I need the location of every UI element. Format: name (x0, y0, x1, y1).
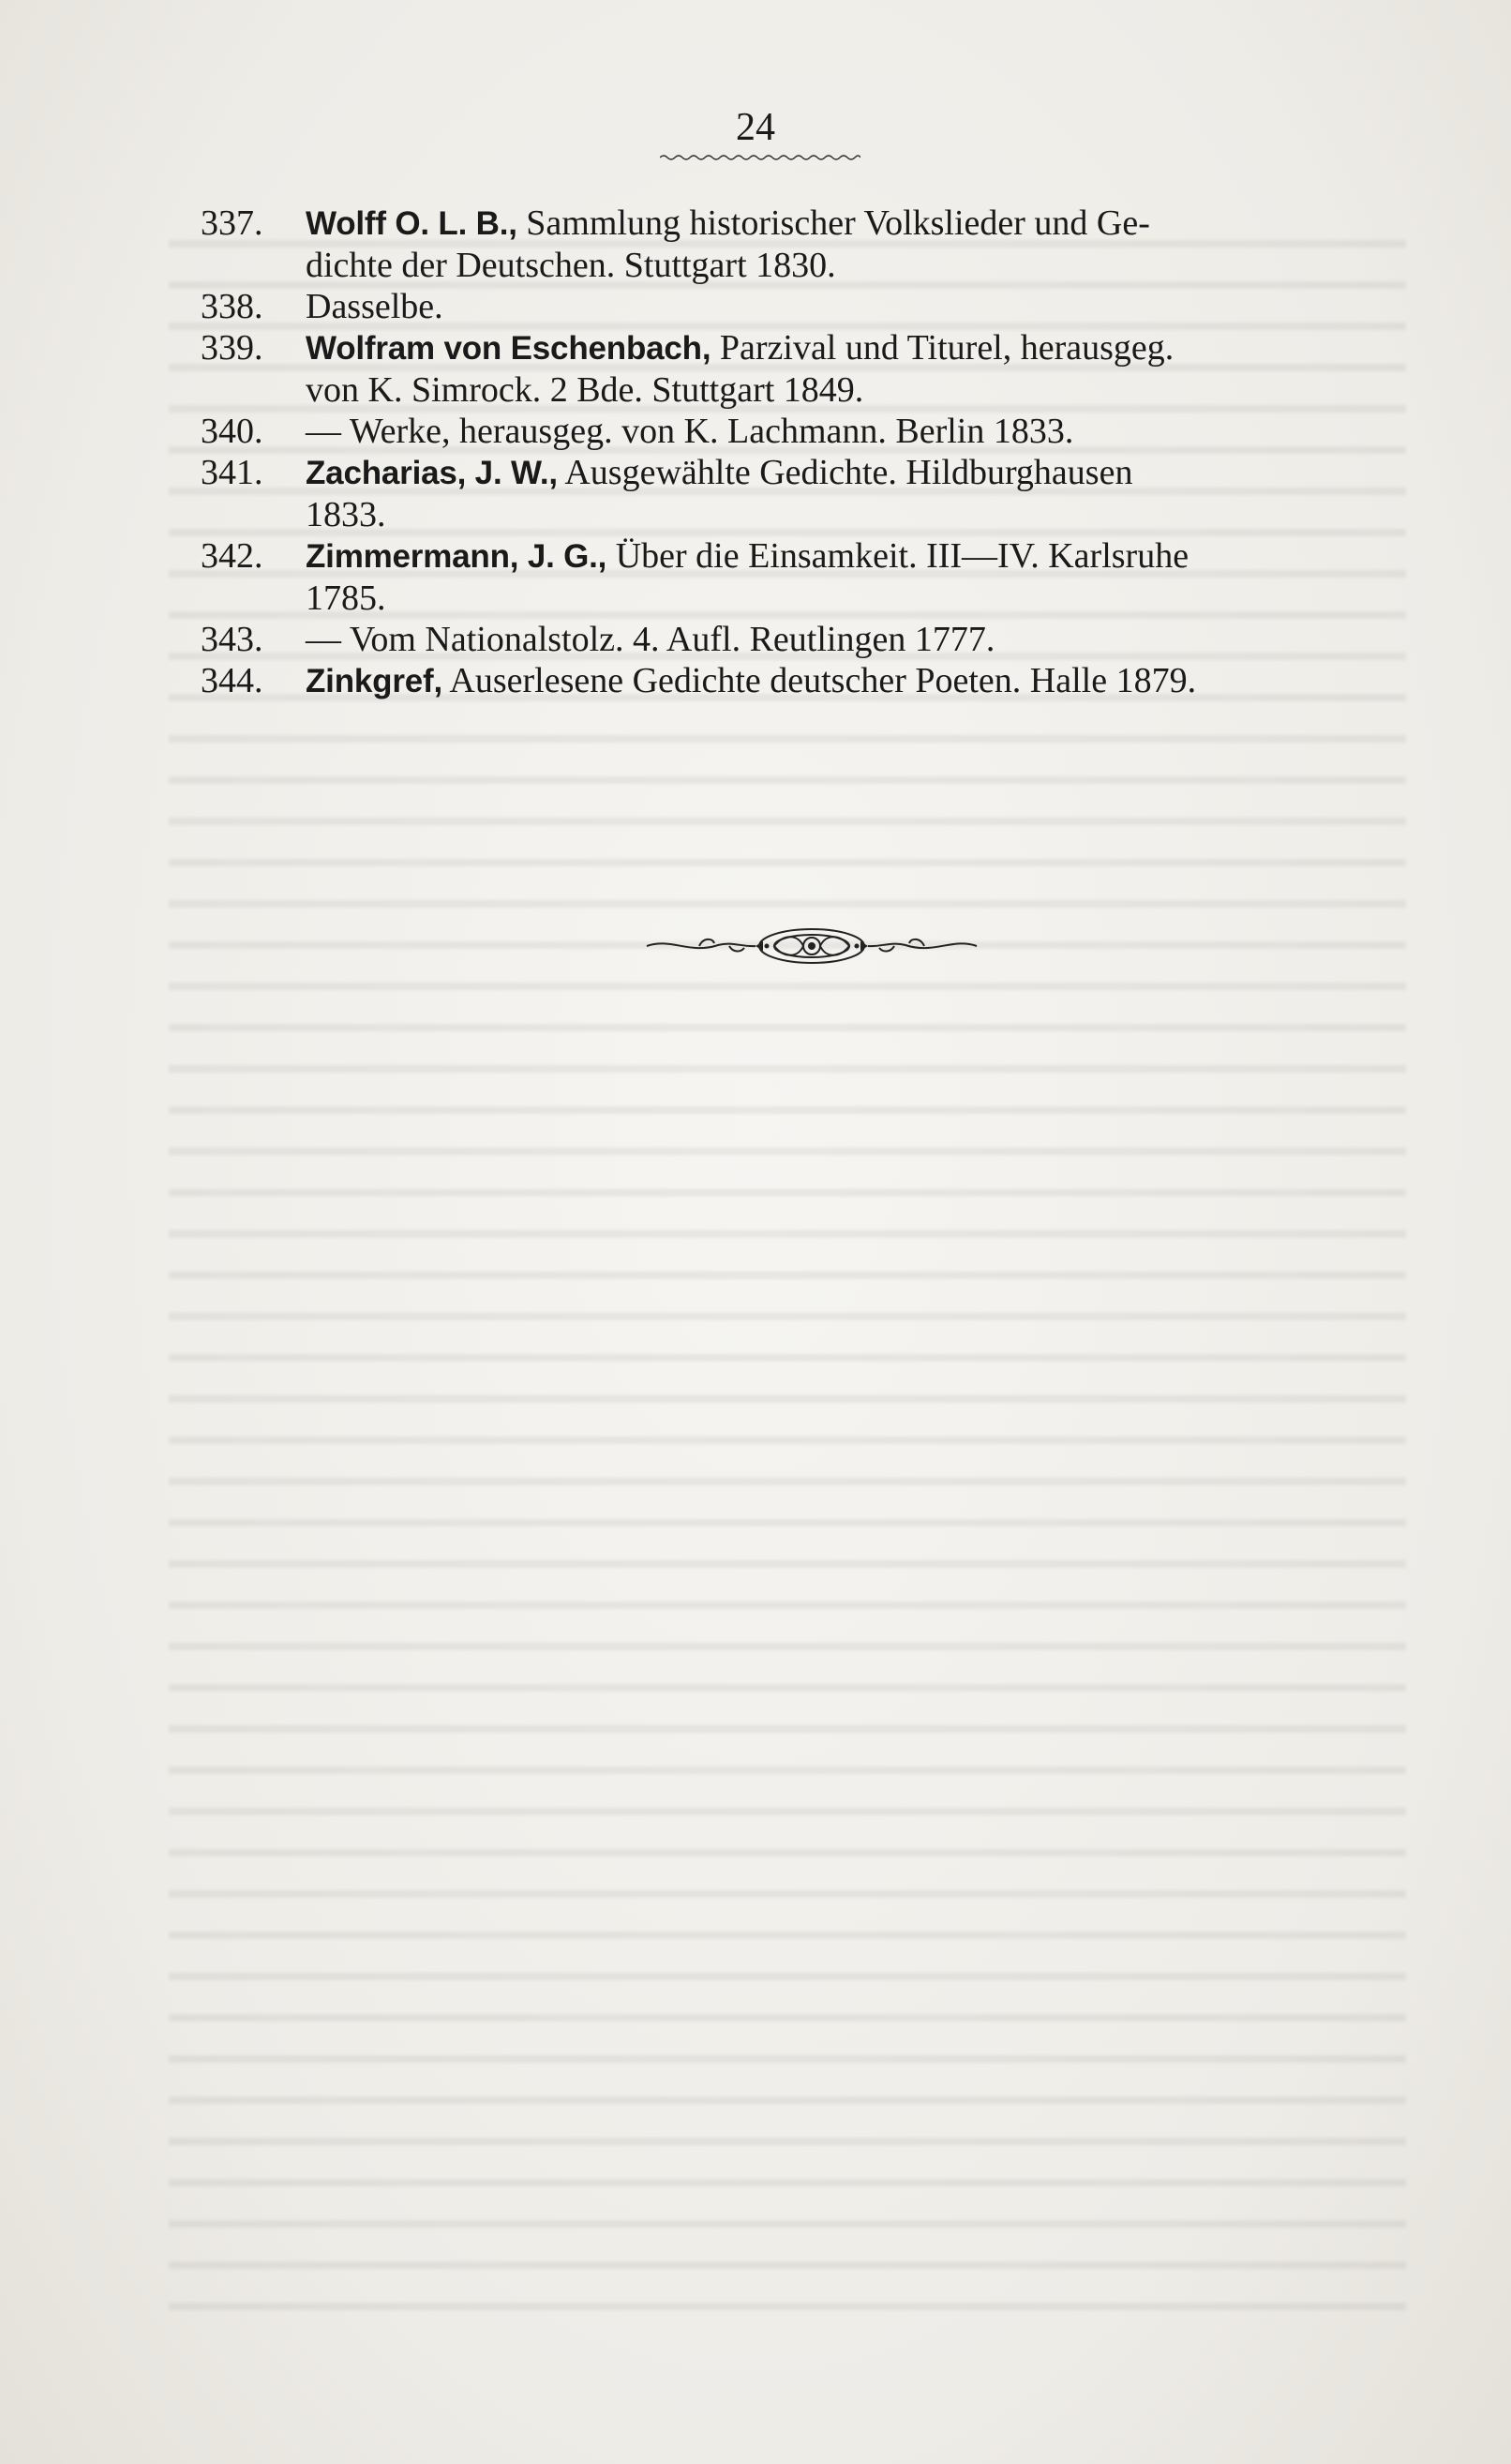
entry-342 (201, 535, 1419, 619)
entry-339 (201, 327, 1419, 411)
entry-continuation: dichte der Deutschen. Stuttgart 1830. (306, 246, 836, 285)
entry-continuation: 1785. (306, 578, 386, 618)
entry-number: 339. (201, 328, 263, 368)
end-ornament-icon (643, 924, 980, 968)
entry-author: Zacharias, J. W., (306, 455, 558, 491)
entry-author: Wolfram von Eschenbach, (306, 330, 711, 367)
entry-continuation: von K. Simrock. 2 Bde. Stuttgart 1849. (306, 370, 864, 410)
entry-title-line: — Werke, herausgeg. von K. Lachmann. Berlin 1833. (306, 412, 1074, 451)
entry-title-line: Ausgewählte Gedichte. Hildburghausen (557, 453, 1133, 492)
entry-author: Zinkgref, (306, 663, 442, 699)
page-number-wavy-rule (660, 154, 860, 161)
entry-title-line: Dasselbe. (306, 287, 443, 326)
entry-number: 337. (201, 203, 263, 243)
entry-continuation: 1833. (306, 495, 386, 534)
entry-number: 340. (201, 412, 263, 451)
entry-343 (201, 619, 1419, 660)
entry-340 (201, 411, 1419, 452)
entry-title-line: Auserlesene Gedichte deutscher Poeten. Halle 1879. (442, 661, 1197, 700)
bibliography-list (201, 203, 1419, 702)
entry-title-line: Über die Einsamkeit. III—IV. Karlsruhe (606, 536, 1189, 576)
entry-number: 344. (201, 661, 263, 700)
entry-344 (201, 660, 1419, 702)
page-number: 24 (736, 106, 775, 149)
entry-number: 341. (201, 453, 263, 492)
entry-337 (201, 203, 1419, 286)
entry-number: 342. (201, 536, 263, 576)
entry-author: Wolff O. L. B., (306, 205, 517, 242)
entry-author: Zimmermann, J. G., (306, 538, 607, 575)
entry-title-line: Parzival und Titurel, herausgeg. (711, 328, 1174, 368)
entry-title-line: — Vom Nationalstolz. 4. Aufl. Reutlingen 1777. (306, 620, 995, 659)
entry-title-line: Sammlung historischer Volkslieder und Ge- (516, 203, 1150, 243)
entry-338 (201, 286, 1419, 327)
entry-341 (201, 452, 1419, 535)
entry-number: 338. (201, 287, 263, 326)
entry-number: 343. (201, 620, 263, 659)
